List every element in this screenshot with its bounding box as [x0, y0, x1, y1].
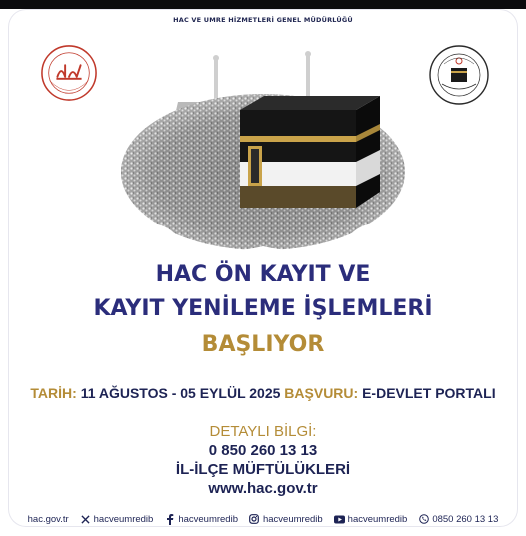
footer-instagram[interactable]	[249, 514, 323, 525]
footer-contacts	[0, 510, 526, 528]
detail-label: DETAYLI BİLGİ:	[209, 423, 317, 440]
footer-instagram-text: hacveumredib	[262, 513, 323, 525]
footer-site[interactable]	[28, 514, 69, 525]
footer-youtube[interactable]	[334, 514, 408, 525]
agency-header: HAC VE UMRE HİZMETLERİ GENEL MÜDÜRLÜĞÜ	[173, 16, 353, 24]
hac-umre-logo	[428, 44, 490, 106]
date-and-application-line	[10, 385, 516, 401]
application-label: BAŞVURU:	[284, 385, 359, 401]
phone-icon	[418, 514, 429, 525]
detail-offices: İL-İLÇE MÜFTÜLÜKLERİ	[175, 461, 351, 478]
footer-x[interactable]	[80, 514, 154, 525]
footer-youtube-text: hacveumredib	[347, 513, 408, 525]
instagram-icon	[249, 514, 260, 525]
date-value: 11 AĞUSTOS - 05 EYLÜL 2025	[80, 385, 281, 401]
top-black-bar	[0, 0, 526, 9]
detail-website[interactable]: www.hac.gov.tr	[208, 480, 318, 497]
footer-phone[interactable]	[418, 514, 498, 525]
kaaba-illustration	[118, 32, 408, 252]
footer-facebook-text: hacveumredib	[178, 513, 238, 525]
application-value: E-DEVLET PORTALI	[362, 385, 496, 401]
footer-phone-text: 0850 260 13 13	[432, 513, 499, 525]
footer-site-text: hac.gov.tr	[27, 513, 69, 525]
footer-facebook[interactable]	[164, 514, 238, 525]
diyanet-logo	[40, 44, 98, 102]
title-line-3: BAŞLIYOR	[201, 332, 325, 357]
x-icon	[80, 514, 91, 525]
youtube-icon	[334, 514, 345, 525]
detail-phone: 0 850 260 13 13	[208, 442, 318, 459]
facebook-icon	[164, 514, 175, 525]
title-line-1: HAC ÖN KAYIT VE	[155, 262, 371, 287]
footer-x-text: hacveumredib	[93, 513, 154, 525]
title-line-2: KAYIT YENİLEME İŞLEMLERİ	[93, 296, 433, 321]
date-label: TARİH:	[30, 385, 77, 401]
